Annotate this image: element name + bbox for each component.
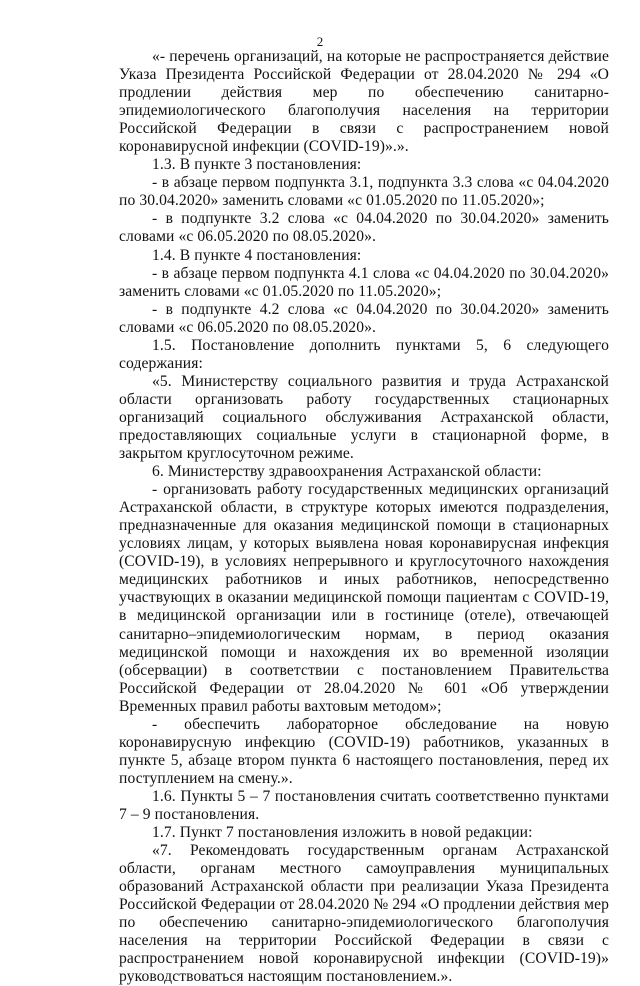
document-body [119, 48, 609, 986]
paragraph-1-3-item-1: - в абзаце первом подпункта 3.1, подпункта 3.3 слова «с 04.04.2020 по 30.04.2020» заменить словами «с 01.05.2020 по 11.05.2020»; [119, 174, 609, 210]
paragraph-list-exempt-organizations: «- перечень организаций, на которые не распространяется действие Указа Президента Российской Федерации от 28.04.2020 № 294 «О продлении действия мер по обеспечению санитарно-эпидемиологического благополучия населения на территории Российской Федерации в связи с распространением новой коронавирусной инфекции (COVID-19)».». [119, 48, 609, 156]
paragraph-1-4-heading: 1.4. В пункте 4 постановления: [152, 246, 362, 264]
paragraph-point-6-item-2: - обеспечить лабораторное обследование на новую коронавирусную инфекцию (COVID-19) работников, указанных в пункте 5, абзаце втором пункта 6 настоящего постановления, перед их поступлением на смену.». [119, 715, 609, 787]
paragraph-1-6: 1.6. Пункты 5 – 7 постановления считать соответственно пунктами 7 – 9 постановления. [119, 787, 609, 823]
paragraph-1-4-item-1: - в абзаце первом подпункта 4.1 слова «с 04.04.2020 по 30.04.2020» заменить словами «с 01.05.2020 по 11.05.2020»; [119, 264, 609, 300]
paragraph-1-5-heading: 1.5. Постановление дополнить пунктами 5, 6 следующего содержания: [119, 336, 609, 372]
paragraph-point-6-heading: 6. Министерству здравоохранения Астраханской области: [152, 463, 542, 481]
paragraph-1-3-heading: 1.3. В пункте 3 постановления: [152, 156, 362, 174]
paragraph-1-7-heading: 1.7. Пункт 7 постановления изложить в новой редакции: [152, 824, 533, 842]
page-number: 2 [316, 34, 324, 49]
paragraph-point-6-item-1: - организовать работу государственных медицинских организаций Астраханской области, в структуре которых имеются подразделения, предназначенные для оказания медицинской помощи в стационарных условиях лицам, у которых выявлена новая коронавирусная инфекция (COVID-19), в условиях непрерывного и круглосуточного нахождения медицинских работников и иных работников, непосредственно участвующих в оказании медицинской помощи пациентам с COVID-19, в медицинской организации или в гостинице (отеле), отвечающей санитарно–эпидемиологическим нормам, в период оказания медицинской помощи и нахождения их во временной изоляции (обсервации) в соответствии с постановлением Правительства Российской Федерации от 28.04.2020 № 601 «Об утверждении Временных правил работы вахтовым методом»; [119, 481, 609, 715]
paragraph-point-5: «5. Министерству социального развития и труда Астраханской области организовать работу государственных стационарных организаций социального обслуживания Астраханской области, предоставляющих социальные услуги в стационарной форме, в закрытом круглосуточном режиме. [119, 372, 609, 463]
paragraph-1-3-item-2: - в подпункте 3.2 слова «с 04.04.2020 по 30.04.2020» заменить словами «с 06.05.2020 по 08.05.2020». [119, 210, 609, 246]
paragraph-point-7: «7. Рекомендовать государственным органам Астраханской области, органам местного самоуправления муниципальных образований Астраханской области при реализации Указа Президента Российской Федерации от 28.04.2020 № 294 «О продлении действия мер по обеспечению санитарно-эпидемиологического благополучия населения на территории Российской Федерации в связи с распространением новой коронавирусной инфекции (COVID-19)» руководствоваться настоящим постановлением.». [119, 842, 609, 986]
paragraph-1-4-item-2: - в подпункте 4.2 слова «с 04.04.2020 по 30.04.2020» заменить словами «с 06.05.2020 по 08.05.2020». [119, 300, 609, 336]
